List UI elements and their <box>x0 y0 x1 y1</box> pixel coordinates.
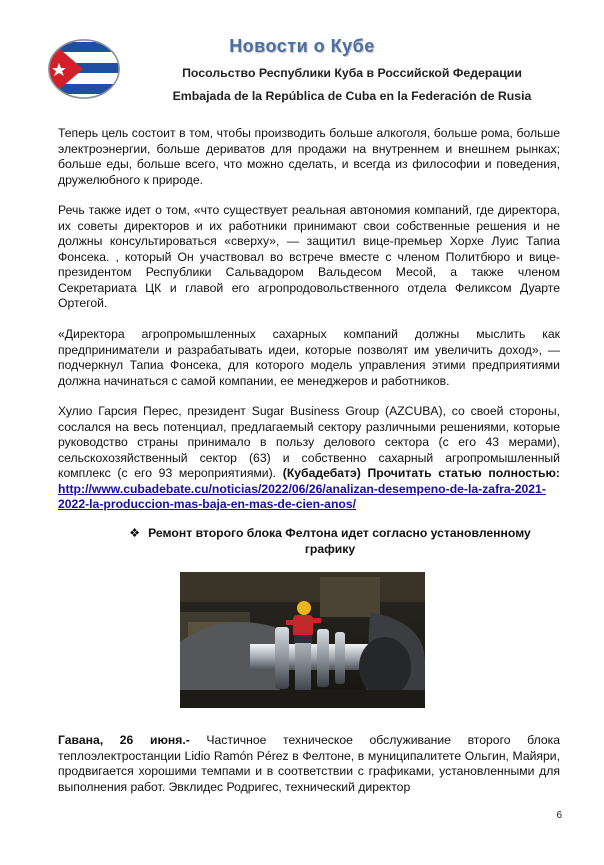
paragraph-autonomy: Речь также идет о том, «что существует реальная автономия компаний, где директора, их советы директоров и их работники принимают свои собственные решения и не должны консультироваться «сверху», — защитил вице-премьер Хорхе Луис Тапиа Фонсека. , который Он участвовал во встрече вместе с членом Политбюро и вице-президентом Республики Сальвадором Вальдесом Месой, а также членом Секретариата ЦК и главой его агропродовольственного отдела Феликсом Дуарте Ортегой. <box>58 203 560 310</box>
section-heading <box>110 525 550 557</box>
article-link[interactable]: http://www.cubadebate.cu/noticias/2022/06/26/analizan-desempeno-de-la-zafra-2021-2022-la-produccion-mas-baja-en-mas-de-cien-anos/ <box>58 481 546 511</box>
diamond-bullet-icon: ❖ <box>129 526 141 540</box>
embassy-name-es: Embajada de la República de Cuba en la Federación de Rusia <box>172 89 532 103</box>
embassy-name-ru: Посольство Республики Куба в Российской Федерации <box>182 66 522 80</box>
paragraph-directors-quote: «Директора агропромышленных сахарных компаний должны мыслить как предприниматели и разрабатывать идеи, которые позволят им увеличить доход», — подчеркнул Тапиа Фонсека, для которого модель управления этими предприятиями должна начинаться с самой компании, ее менеджеров и работников. <box>58 327 560 388</box>
section-heading-text: Ремонт второго блока Фелтона идет согласно установленному графику <box>148 526 531 556</box>
page-number: 6 <box>556 810 562 821</box>
paragraph-azcuba <box>58 404 560 513</box>
azcuba-text: Хулио Гарсия Перес, президент Sugar Business Group (AZCUBA), со своей стороны, сослался на весь потенциал, предлагаемый сектору различными решениями, которые руководство страны принимало в пользу делового сектора (с его 43 мерами), сельскохозяйственный сектор (63) и собственно сахарный агропромышленный комплекс (с его 93 мероприятиями). <box>58 404 560 480</box>
newsletter-title: Новости о Кубе <box>229 36 375 56</box>
havana-report-text: Частичное техническое обслуживание второго блока теплоэлектростанции Lidio Ramón Pérez в Фелтоне, в муниципалитете Ольгин, Майяри, продвигается хорошими темпами и в соответствии с графиками, установленными для выполнения работ. Эвклидес Родригес, технический директор <box>58 733 560 794</box>
turbine-maintenance-photo <box>180 572 425 708</box>
paragraph-goals: Теперь цель состоит в том, чтобы производить больше алкоголя, больше рома, больше электроэнергии, больше дериватов для продажи на внутреннем и внешнем рынках; больше еды, больше всего, что можно сделать, и всегда из философии и поведения, дружелюбного к природе. <box>58 126 560 187</box>
dateline: Гавана, 26 июня.- <box>58 733 190 747</box>
paragraph-havana-report <box>58 733 560 795</box>
read-more-label: (Кубадебатэ) Прочитать статью полностью: <box>282 466 560 480</box>
